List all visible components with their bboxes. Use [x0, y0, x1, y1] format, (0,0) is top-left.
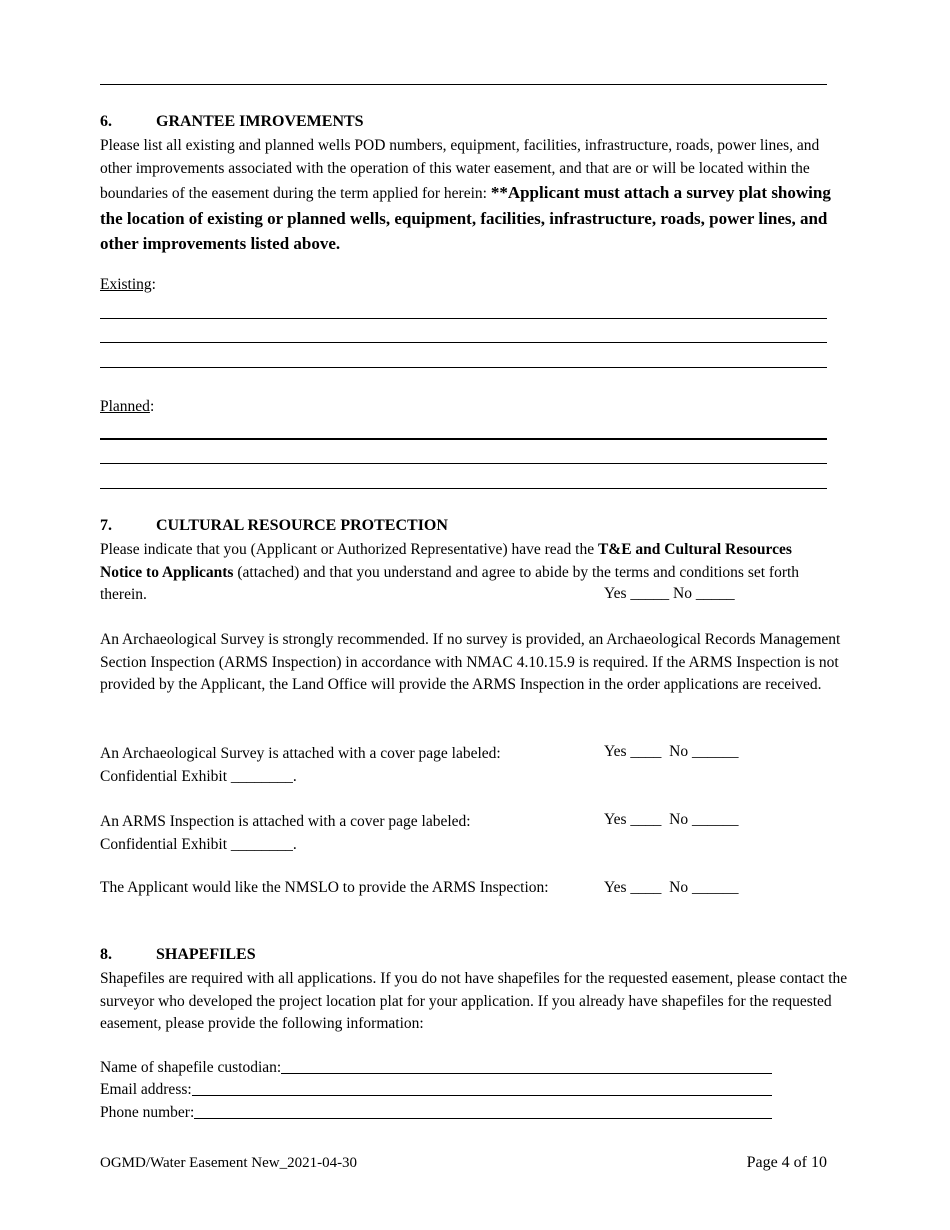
email-field-row	[100, 1081, 772, 1099]
section-6-paragraph	[100, 135, 835, 257]
section-6-intro: Please list all existing and planned wells POD numbers, equipment, facilities, infrastructure, roads, power lines, and other improvements associated with the operation of this water easement, and that are or will be located within the boundaries of the easement during the term applied for herein:	[100, 137, 820, 202]
custodian-field-row	[100, 1059, 772, 1077]
section-7-heading	[100, 517, 448, 535]
section-8-number: 8.	[100, 946, 112, 963]
existing-label-row	[100, 276, 156, 294]
section-6-bold-notice: **Applicant must attach a survey plat showing the location of existing or planned wells, equipment, facilities, infrastructure, roads, power lines, and other improvements listed above.	[100, 183, 831, 253]
section-7-p1-text-b: (attached) and that you understand and agree to abide by the terms and conditions set forth therein.	[100, 563, 800, 603]
nmslo-yes-no[interactable]: Yes ____ No ______	[604, 879, 739, 896]
survey-question-line-2: Confidential Exhibit ________.	[100, 767, 297, 785]
survey-yes-no[interactable]: Yes ____ No ______	[604, 743, 739, 760]
section-7-title: CULTURAL RESOURCE PROTECTION	[156, 517, 448, 534]
section-8-heading	[100, 946, 256, 964]
planned-label: Planned	[100, 398, 150, 415]
planned-line-3[interactable]	[100, 488, 827, 489]
custodian-input[interactable]	[281, 1059, 772, 1074]
terms-yes-no[interactable]: Yes _____ No _____	[604, 585, 735, 602]
existing-label: Existing	[100, 276, 152, 293]
survey-question-line-1: An Archaeological Survey is attached with a cover page labeled:	[100, 745, 501, 762]
phone-input[interactable]	[194, 1104, 772, 1119]
arms-yes-no[interactable]: Yes ____ No ______	[604, 811, 739, 828]
section-7-number: 7.	[100, 517, 112, 534]
existing-line-1[interactable]	[100, 318, 827, 319]
footer-form-id: OGMD/Water Easement New_2021-04-30	[100, 1155, 358, 1171]
footer-page-number: Page 4 of 10	[746, 1154, 827, 1171]
planned-colon: :	[149, 398, 155, 415]
email-label: Email address:	[100, 1081, 192, 1098]
phone-label: Phone number:	[100, 1104, 195, 1121]
existing-line-2[interactable]	[100, 342, 827, 343]
email-input[interactable]	[192, 1081, 772, 1096]
existing-colon: :	[151, 276, 156, 293]
section-7-p1-text-a: Please indicate that you (Applicant or Authorized Representative) have read the	[100, 541, 598, 558]
section-8-title: SHAPEFILES	[156, 946, 256, 963]
section-6-title: GRANTEE IMROVEMENTS	[156, 113, 364, 130]
section-8-paragraph: Shapefiles are required with all applications. If you do not have shapefiles for the requested easement, please contact the surveyor who developed the project location plat for your application. If you already have shapefiles for the requested easement, please provide the following information:	[100, 970, 848, 1032]
section-6-number: 6.	[100, 113, 112, 130]
phone-field-row	[100, 1104, 772, 1122]
arms-question	[100, 811, 471, 856]
planned-line-2[interactable]	[100, 463, 827, 464]
survey-question	[100, 743, 501, 788]
existing-line-3[interactable]	[100, 367, 827, 368]
top-divider	[100, 84, 827, 85]
section-6-heading	[100, 113, 364, 131]
planned-label-row	[100, 398, 154, 416]
planned-line-1[interactable]	[100, 438, 827, 440]
nmslo-question: The Applicant would like the NMSLO to provide the ARMS Inspection:	[100, 879, 549, 896]
arms-question-line-2: Confidential Exhibit ________.	[100, 835, 297, 853]
custodian-label: Name of shapefile custodian:	[100, 1059, 282, 1076]
section-7-p1-bold: T&E and Cultural Resources Notice to Applicants	[100, 541, 792, 581]
arms-question-line-1: An ARMS Inspection is attached with a cover page labeled:	[100, 813, 471, 830]
section-7-paragraph-2: An Archaeological Survey is strongly recommended. If no survey is provided, an Archaeological Records Management Section Inspection (ARMS Inspection) in accordance with NMAC 4.10.15.9 is required. If the ARMS Inspection is not provided by the Applicant, the Land Office will provide the ARMS Inspection in the order applications are received.	[100, 631, 841, 693]
